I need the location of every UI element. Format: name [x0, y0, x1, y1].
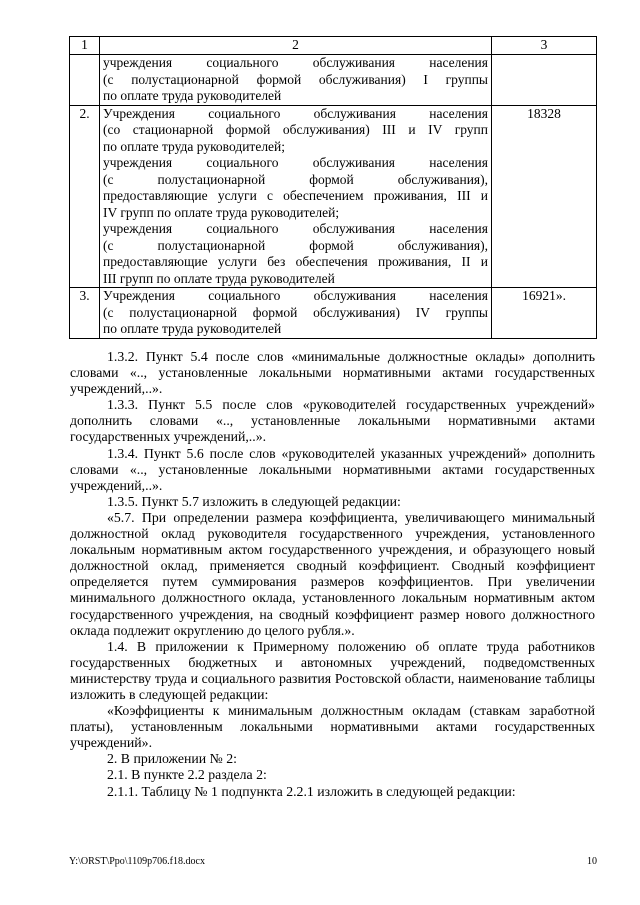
- description-line: (с полустационарной формой обслуживания) I группы: [103, 71, 488, 87]
- table-row: [70, 105, 597, 288]
- table-header-cell: 3: [492, 37, 597, 55]
- description-line: (со стационарной формой обслуживания) III и IV групп: [103, 122, 488, 137]
- row-number: [70, 55, 100, 106]
- paragraph-1-3-3: 1.3.3. Пункт 5.5 после слов «руководителей государственных учреждений» дополнить словами «.., установленные локальными нормативными актами государственных учреждений,..».: [70, 397, 595, 445]
- description-line: по оплате труда руководителей: [103, 88, 282, 103]
- row-value: 18328: [492, 105, 597, 288]
- row-value: [492, 55, 597, 106]
- row-value: 16921».: [492, 288, 597, 339]
- description-line: (с полустационарной формой обслуживания),: [103, 237, 488, 253]
- table-header-cell: 1: [70, 37, 100, 55]
- description-line: III групп по оплате труда руководителей: [103, 270, 335, 286]
- description-line: учреждения социального обслуживания населения: [103, 155, 488, 170]
- description-line: учреждения социального обслуживания населения: [103, 221, 488, 236]
- description-line: учреждения социального обслуживания населения: [103, 55, 488, 70]
- paragraph-1-3-2: 1.3.2. Пункт 5.4 после слов «минимальные должностные оклады» дополнить словами «.., установленные локальными нормативными актами государственных учреждений,..».: [70, 349, 595, 397]
- paragraph-2-1-1: 2.1.1. Таблицу № 1 подпункта 2.2.1 изложить в следующей редакции:: [107, 783, 516, 799]
- file-path: Y:\ORST\Ppo\1109p706.f18.docx: [69, 856, 205, 867]
- table-header-row: [70, 37, 597, 55]
- paragraph-quote-title: «Коэффициенты к минимальным должностным окладам (ставкам заработной платы), установленным локальными нормативными актами государственных учреждений».: [70, 703, 595, 751]
- row-description: [100, 55, 492, 106]
- description-line: по оплате труда руководителей: [103, 321, 282, 336]
- page-number: 10: [587, 856, 597, 867]
- row-description: [100, 288, 492, 339]
- description-line: Учреждения социального обслуживания населения: [103, 105, 488, 121]
- paragraph-1-3-5: 1.3.5. Пункт 5.7 изложить в следующей редакции:: [107, 493, 401, 509]
- coefficients-table: [69, 36, 597, 339]
- row-description: [100, 105, 492, 288]
- paragraph-quote-5-7: «5.7. При определении размера коэффициента, увеличивающего минимальный должностной оклад руководителя государственного учреждения, установленного локальным нормативным актом государственного учреждения, и образующего новый должностной оклад, применяется сводный коэффициент. Сводный коэффициент определяется путем суммирования размеров коэффициентов. При увеличении минимального должностного оклада, установленного локальным нормативным актом государственного учреждения, на сводный коэффициент размер нового должностного оклада подлежит округлению до целого рубля.».: [70, 509, 595, 638]
- paragraph-1-3-4: 1.3.4. Пункт 5.6 после слов «руководителей указанных учреждений» дополнить словами «.., установленные локальными нормативными актами государственных учреждений,..».: [70, 445, 595, 493]
- row-number: 2.: [70, 105, 100, 288]
- paragraph-2: 2. В приложении № 2:: [107, 751, 237, 767]
- paragraph-2-1: 2.1. В пункте 2.2 раздела 2:: [107, 767, 267, 783]
- description-line: Учреждения социального обслуживания населения: [103, 288, 488, 303]
- row-number: 3.: [70, 288, 100, 339]
- paragraph-1-4: 1.4. В приложении к Примерному положению об оплате труда работников государственных бюджетных и автономных учреждений, подведомственных министерству труда и социального развития Ростовской области, наименование таблицы изложить в следующей редакции:: [70, 638, 595, 702]
- description-line: предоставляющие услуги с обеспечением проживания, III и: [103, 188, 488, 203]
- description-line: IV групп по оплате труда руководителей;: [103, 204, 340, 220]
- description-line: предоставляющие услуги без обеспечения проживания, II и: [103, 254, 488, 269]
- description-line: по оплате труда руководителей;: [103, 138, 286, 154]
- description-line: (с полустационарной формой обслуживания),: [103, 171, 488, 187]
- document-body: [70, 349, 595, 800]
- table-row: [70, 55, 597, 106]
- table-header-cell: 2: [100, 37, 492, 55]
- table-row: [70, 288, 597, 339]
- description-line: (с полустационарной формой обслуживания) IV группы: [103, 304, 488, 320]
